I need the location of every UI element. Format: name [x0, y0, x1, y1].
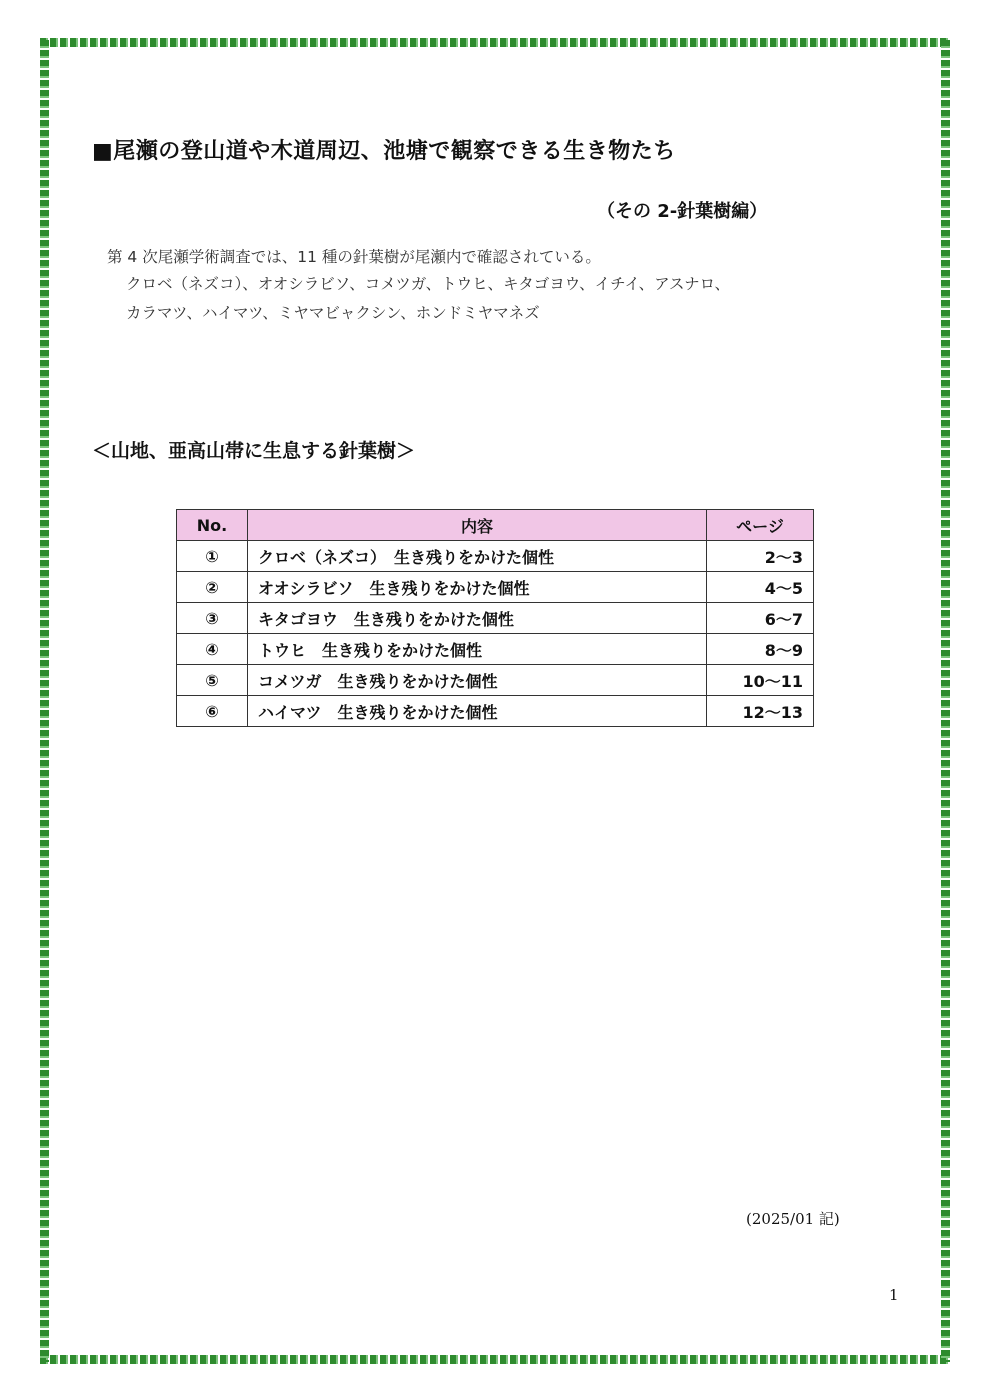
row-content: キタゴヨウ 生き残りをかけた個性: [248, 603, 707, 634]
table-row: [177, 572, 814, 603]
header-content: 内容: [248, 510, 707, 541]
document-title: ■尾瀬の登山道や木道周辺、池塘で観察できる生き物たち: [92, 139, 676, 164]
row-content: コメツガ 生き残りをかけた個性: [248, 665, 707, 696]
page-border-left: [40, 40, 49, 1362]
table-row: [177, 665, 814, 696]
row-page: 12～13: [707, 696, 814, 727]
contents-table: [176, 509, 814, 727]
row-number: ①: [177, 541, 248, 572]
row-number: ④: [177, 634, 248, 665]
row-page: 8～9: [707, 634, 814, 665]
page-number: 1: [889, 1286, 899, 1304]
table-header-row: [177, 510, 814, 541]
intro-text: 第 4 次尾瀬学術調査では、11 種の針葉樹が尾瀬内で確認されている。: [107, 248, 601, 266]
row-number: ②: [177, 572, 248, 603]
table-row: [177, 696, 814, 727]
table-row: [177, 603, 814, 634]
table-row: [177, 541, 814, 572]
page-border-top: [40, 38, 950, 47]
table-row: [177, 634, 814, 665]
row-number: ⑥: [177, 696, 248, 727]
header-no: No.: [177, 510, 248, 541]
row-page: 2～3: [707, 541, 814, 572]
row-number: ⑤: [177, 665, 248, 696]
row-content: オオシラビソ 生き残りをかけた個性: [248, 572, 707, 603]
species-list-line-1: クロベ（ネズコ）、オオシラビソ、コメツガ、トウヒ、キタゴヨウ、イチイ、アスナロ、: [126, 275, 731, 293]
page-border-right: [941, 40, 950, 1362]
row-page: 10～11: [707, 665, 814, 696]
row-number: ③: [177, 603, 248, 634]
page-border-bottom: [40, 1355, 950, 1364]
document-subtitle: （その 2-針葉樹編）: [597, 201, 768, 222]
row-page: 6～7: [707, 603, 814, 634]
header-page: ページ: [707, 510, 814, 541]
row-page: 4～5: [707, 572, 814, 603]
row-content: トウヒ 生き残りをかけた個性: [248, 634, 707, 665]
row-content: ハイマツ 生き残りをかけた個性: [248, 696, 707, 727]
row-content: クロベ（ネズコ） 生き残りをかけた個性: [248, 541, 707, 572]
section-heading: ＜山地、亜高山帯に生息する針葉樹＞: [92, 440, 416, 462]
date-note: (2025/01 記): [746, 1210, 840, 1228]
species-list-line-2: カラマツ、ハイマツ、ミヤマビャクシン、ホンドミヤマネズ: [126, 304, 540, 322]
